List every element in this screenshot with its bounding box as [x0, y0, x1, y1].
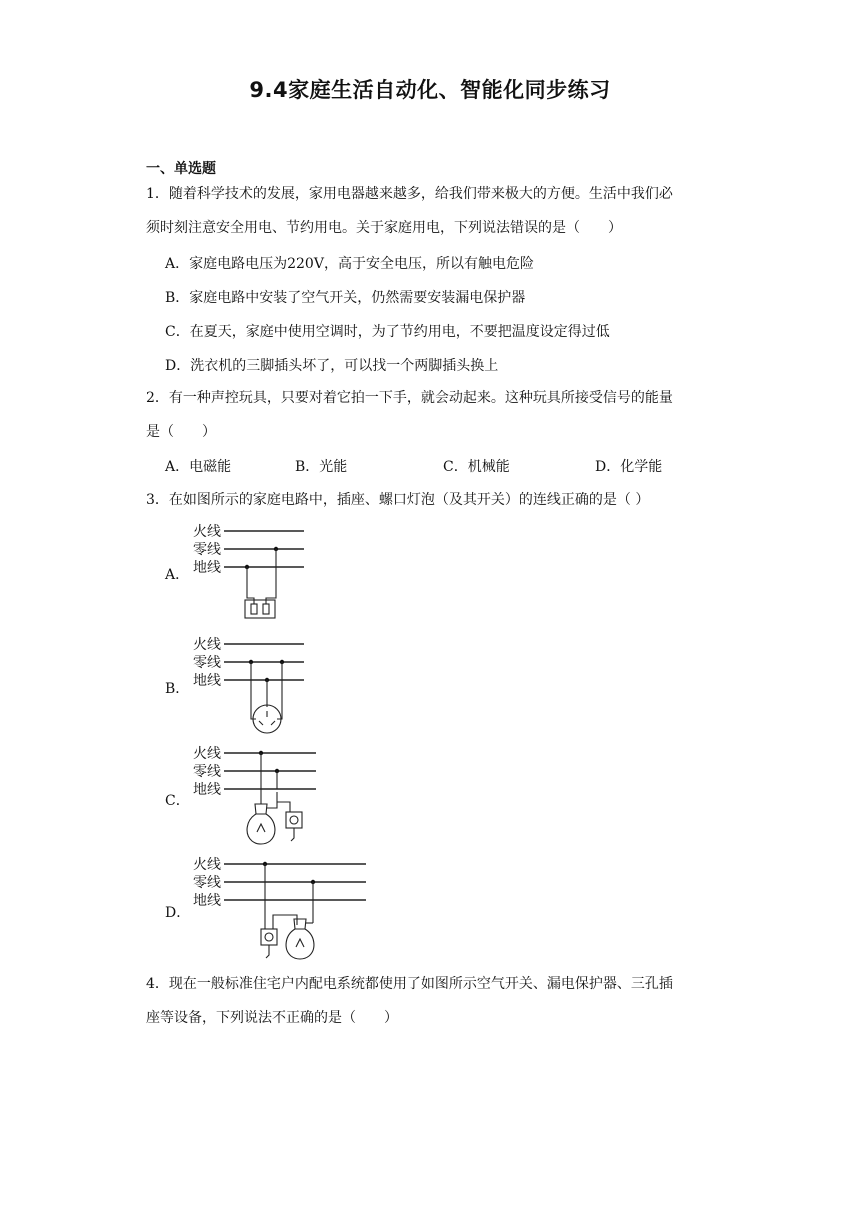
- svg-text:火线: 火线: [193, 746, 221, 762]
- q1-option-d: D．洗衣机的三脚插头坏了，可以找一个两脚插头换上: [165, 358, 499, 374]
- svg-text:零线: 零线: [193, 655, 221, 671]
- q1-option-c: C．在夏天，家庭中使用空调时，为了节约用电，不要把温度设定得过低: [165, 324, 610, 340]
- q2-stem-line1: 2．有一种声控玩具，只要对着它拍一下手，就会动起来。这种玩具所接受信号的能量: [146, 390, 673, 406]
- q1-option-a: A．家庭电路电压为220V，高于安全电压，所以有触电危险: [165, 256, 534, 272]
- svg-text:地线: 地线: [193, 782, 221, 798]
- q1-stem-line1: 1．随着科学技术的发展，家用电器越来越多，给我们带来极大的方便。生活中我们必: [146, 186, 673, 202]
- page-title: 9.4家庭生活自动化、智能化同步练习: [249, 78, 611, 102]
- svg-text:零线: 零线: [193, 764, 221, 780]
- q3-option-b-label: B．: [165, 681, 190, 697]
- q1-stem-line2: 须时刻注意安全用电、节约用电。关于家庭用电，下列说法错误的是（ ）: [146, 220, 622, 236]
- q2-option-b: B．光能: [295, 459, 348, 475]
- q3-figure-d: [190, 853, 375, 967]
- q4-stem-line1: 4．现在一般标准住宅户内配电系统都使用了如图所示空气开关、漏电保护器、三孔插: [146, 976, 673, 992]
- svg-text:地线: 地线: [193, 893, 221, 909]
- neutral-wire-label: 零线: [193, 542, 221, 558]
- q2-option-d: D．化学能: [595, 459, 663, 475]
- q3-option-d-label: D．: [165, 905, 191, 921]
- q2-option-a: A．电磁能: [165, 459, 232, 475]
- q4-stem-line2: 座等设备，下列说法不正确的是（ ）: [146, 1010, 398, 1026]
- live-wire-label: 火线: [193, 524, 221, 540]
- q1-option-b: B．家庭电路中安装了空气开关，仍然需要安装漏电保护器: [165, 290, 526, 306]
- q3-option-a-label: A．: [165, 567, 190, 583]
- q3-stem: 3．在如图所示的家庭电路中，插座、螺口灯泡（及其开关）的连线正确的是（ ）: [146, 492, 650, 508]
- q3-option-c-label: C．: [165, 793, 190, 809]
- q3-figure-a: [190, 520, 320, 624]
- q3-figure-b: [190, 633, 320, 735]
- q2-stem-line2: 是（ ）: [146, 424, 216, 440]
- section-heading: 一、单选题: [146, 161, 216, 177]
- svg-text:火线: 火线: [193, 857, 221, 873]
- ground-wire-label: 地线: [193, 560, 221, 576]
- q2-option-c: C．机械能: [443, 459, 510, 475]
- svg-text:火线: 火线: [193, 637, 221, 653]
- svg-text:零线: 零线: [193, 875, 221, 891]
- svg-text:地线: 地线: [193, 673, 221, 689]
- q3-figure-c: [190, 742, 330, 852]
